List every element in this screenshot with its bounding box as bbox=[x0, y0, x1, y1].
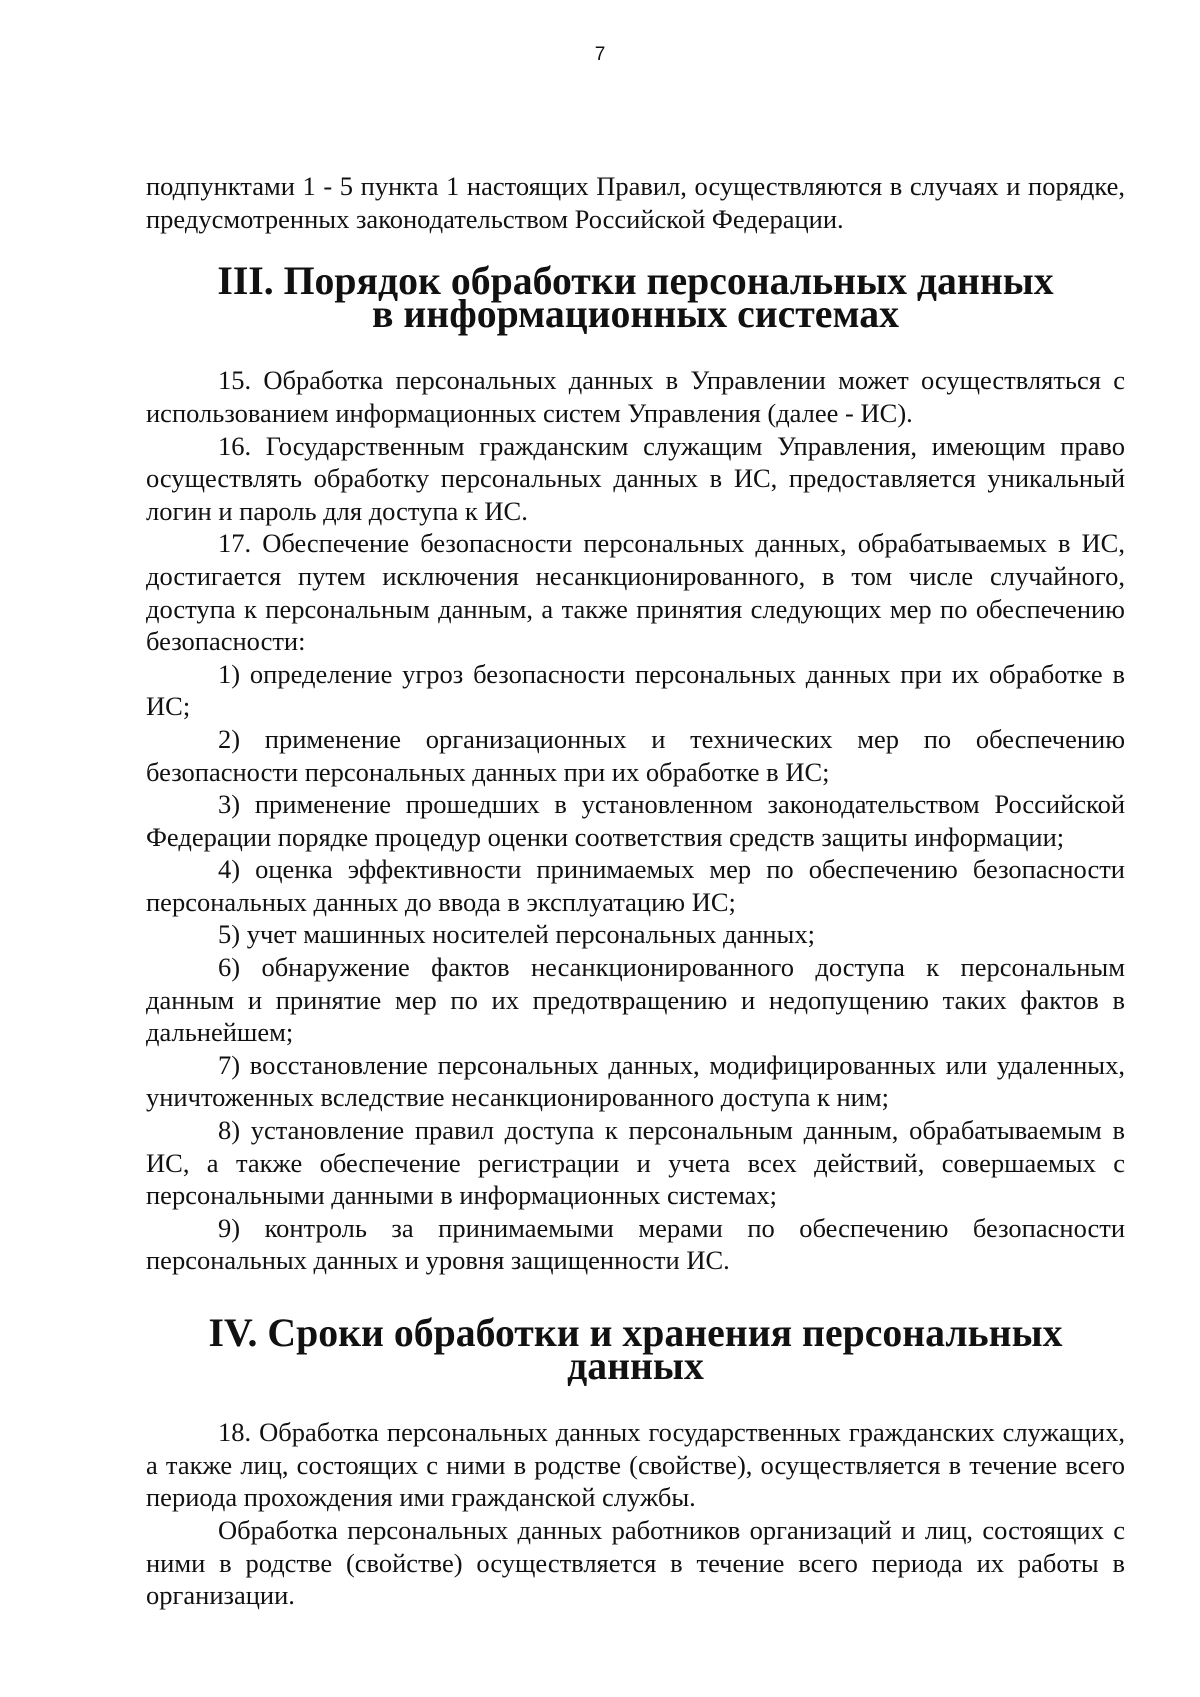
document-body bbox=[146, 170, 1125, 1612]
list-item-5: 5) учет машинных носителей персональных данных; bbox=[218, 919, 815, 950]
paragraph-16: 16. Государственным гражданским служащим Управления, имеющим право осуществлять обработку персональных данных в ИС, предоставляется уникальный логин и пароль для доступа к ИС. bbox=[146, 430, 1125, 526]
list-item-1: 1) определение угроз безопасности персональных данных при их обработке в ИС; bbox=[146, 658, 1125, 722]
paragraph-18-continued: Обработка персональных данных работников организаций и лиц, состоящих с ними в родстве (свойстве) осуществляется в течение всего периода их работы в организации. bbox=[146, 1514, 1125, 1611]
section-3-body bbox=[146, 364, 1125, 1277]
intro-paragraph: подпунктами 1 - 5 пункта 1 настоящих Правил, осуществляются в случаях и порядке, предусмотренных законодательством Российской Федерации. bbox=[146, 171, 1125, 234]
list-item-8: 8) установление правил доступа к персональным данным, обрабатываемым в ИС, а также обеспечение регистрации и учета всех действий, совершаемых с персональными данными в информационных системах; bbox=[146, 1115, 1125, 1211]
list-item-4: 4) оценка эффективности принимаемых мер по обеспечению безопасности персональных данных до ввода в эксплуатацию ИС; bbox=[146, 854, 1125, 917]
page-number: 7 bbox=[594, 44, 606, 65]
section-3-heading: III. Порядок обработки персональных данных в информационных системах bbox=[217, 259, 1054, 336]
list-item-2: 2) применение организационных и технических мер по обеспечению безопасности персональных данных при их обработке в ИС; bbox=[146, 723, 1125, 787]
section-4-heading: IV. Сроки обработки и хранения персональных данных bbox=[208, 1311, 1063, 1388]
paragraph-17: 17. Обеспечение безопасности персональных данных, обрабатываемых в ИС, достигается путем исключения несанкционированного, в том числе случайного, доступа к персональным данным, а также принятия следующих мер по обеспечению безопасности: bbox=[146, 528, 1125, 657]
list-item-7: 7) восстановление персональных данных, модифицированных или удаленных, уничтоженных вследствие несанкционированного доступа к ним; bbox=[146, 1049, 1125, 1113]
paragraph-15: 15. Обработка персональных данных в Управлении может осуществляться с использованием информационных систем Управления (далее - ИС). bbox=[146, 365, 1125, 428]
list-item-3: 3) применение прошедших в установленном законодательством Российской Федерации порядке процедур оценки соответствия средств защиты информации; bbox=[146, 789, 1125, 852]
section-4-body bbox=[146, 1416, 1125, 1612]
list-item-6: 6) обнаружение фактов несанкционированного доступа к персональным данным и принятие мер по их предотвращению и недопущению таких фактов в дальнейшем; bbox=[146, 952, 1125, 1048]
paragraph-18: 18. Обработка персональных данных государственных гражданских служащих, а также лиц, состоящих с ними в родстве (свойстве), осуществляется в течение всего периода прохождения ими гражданской службы. bbox=[146, 1417, 1125, 1513]
list-item-9: 9) контроль за принимаемыми мерами по обеспечению безопасности персональных данных и уровня защищенности ИС. bbox=[146, 1212, 1125, 1276]
